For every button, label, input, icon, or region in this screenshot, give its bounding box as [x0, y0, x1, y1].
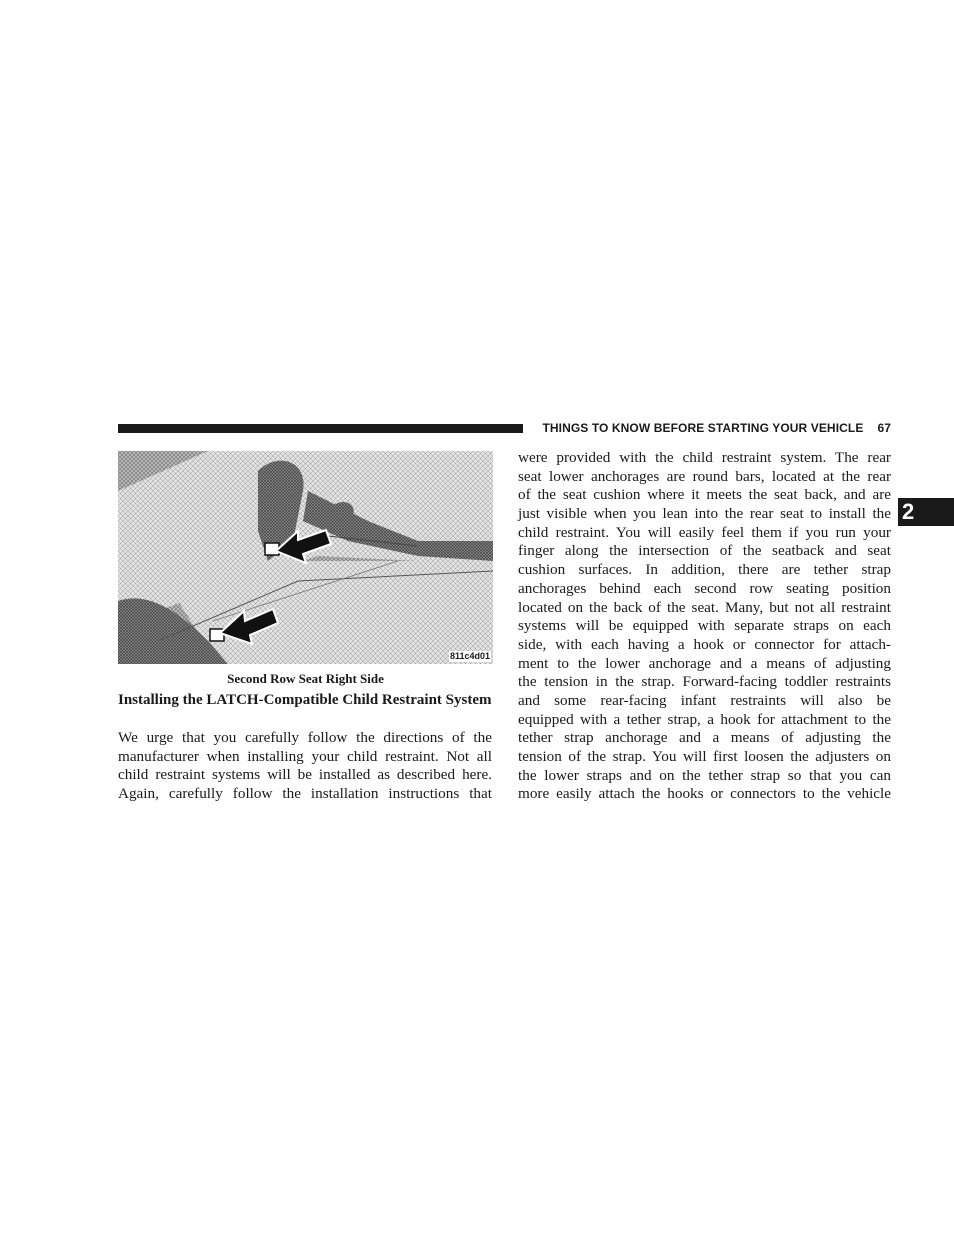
text-line: cushion surfaces. In addition, there are tether strap	[518, 561, 891, 579]
seat-illustration	[118, 451, 493, 664]
right-column-text	[518, 449, 891, 804]
text-line: anchorages behind each second row seating position	[518, 579, 891, 597]
text-line: the tension in the strap. Forward-facing toddler restraints	[518, 673, 891, 691]
section-heading: Installing the LATCH-Compatible Child Restraint System	[118, 692, 492, 708]
left-column-text	[118, 729, 492, 804]
text-line: manufacturer when installing your child restraint. Not all	[118, 747, 492, 765]
text-line: located on the back of the seat. Many, but not all restraint	[518, 598, 891, 616]
text-line: systems will be equipped with separate straps on each	[518, 617, 891, 635]
text-line: more easily attach the hooks or connectors to the vehicle	[518, 785, 891, 803]
header-rule	[118, 424, 523, 433]
text-line: child restraint. You will easily feel them if you run your	[518, 523, 891, 541]
text-line: Again, carefully follow the installation instructions that	[118, 785, 492, 803]
text-line: child restraint systems will be installed as described here.	[118, 766, 492, 784]
seat-anchorage-figure	[118, 451, 493, 664]
running-header	[533, 419, 891, 437]
text-line: side, with each having a hook or connector for attach-	[518, 635, 891, 653]
section-title: THINGS TO KNOW BEFORE STARTING YOUR VEHICLE	[542, 421, 864, 435]
text-line: tether strap anchorage and a means of adjusting the	[518, 729, 891, 747]
chapter-tab: 2	[898, 498, 954, 526]
figure-code: 811c4d01	[449, 651, 490, 661]
text-line: tension of the strap. You will first loosen the adjusters on	[518, 748, 891, 765]
page-number: 67	[877, 421, 891, 435]
text-line: the lower straps and on the tether strap so that you can	[518, 766, 891, 784]
figure-caption: Second Row Seat Right Side	[227, 671, 384, 686]
text-line: We urge that you carefully follow the directions of the	[118, 729, 492, 746]
text-line: of the seat cushion where it meets the seat back, and are	[518, 486, 891, 504]
text-line: seat lower anchorages are round bars, located at the rear	[518, 467, 891, 485]
text-line: and some rear-facing infant restraints will also be	[518, 691, 891, 709]
text-line: finger along the intersection of the seatback and seat	[518, 542, 891, 560]
text-line: equipped with a tether strap, a hook for attachment to the	[518, 710, 891, 728]
text-line: were provided with the child restraint system. The rear	[518, 449, 891, 466]
text-line: just visible when you lean into the rear seat to install the	[518, 505, 891, 523]
text-line: ment to the lower anchorage and a means of adjusting	[518, 654, 891, 672]
